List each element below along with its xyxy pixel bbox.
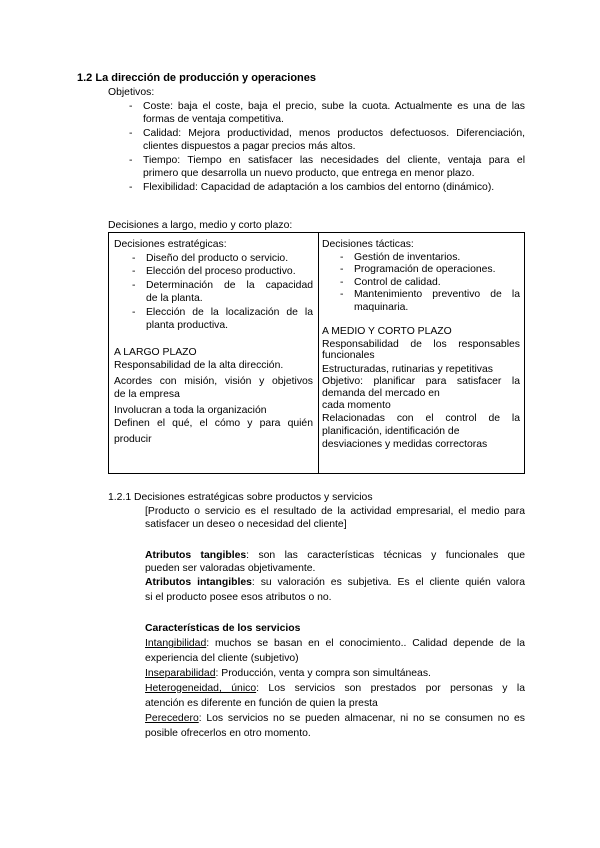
tactical-line: funcionales	[322, 350, 375, 361]
tactical-cell	[322, 238, 520, 451]
strategic-line: Involucran a toda la organización	[114, 404, 267, 416]
perishability-term: Perecedero	[145, 713, 199, 724]
objective-tiempo-line1: - Tiempo: Tiempo en satisfacer las necesidades del cliente, ventaja para el	[125, 154, 525, 167]
section-heading: 1.2 La dirección de producción y operaciones	[77, 72, 317, 84]
strategic-cell	[114, 238, 313, 446]
strategic-line: producir	[114, 433, 152, 445]
tactical-line: cada momento	[322, 399, 391, 411]
strategic-line: Definen el qué, el cómo y para quién	[114, 418, 313, 429]
intangibility-text: : muchos se basan en el conocimiento.. Calidad depende de la	[206, 638, 525, 649]
intangibility-term: Intangibilidad	[145, 638, 207, 649]
tactical-line: demanda del mercado en	[322, 387, 440, 399]
intangible-text: : su valoración es subjetiva. Es el cliente quién valora	[251, 577, 525, 588]
tactical-line: Objetivo: planificar para satisfacer la	[322, 375, 520, 387]
services-title: Características de los servicios	[145, 623, 301, 634]
strategic-bullet: - Elección del proceso productivo.	[128, 265, 313, 279]
definition-quote-line2: satisfacer un deseo o necesidad del cliente]	[145, 519, 347, 530]
strategic-bullets	[114, 252, 313, 333]
strategic-bullet: - Diseño del producto o servicio.	[128, 252, 313, 266]
heterogeneity-text-cont: atención es diferente en función de quien la presta	[145, 698, 378, 709]
intangible-text-cont: si el producto posee esos atributos o no.	[145, 592, 332, 603]
heterogeneity-term: Heterogeneidad, único	[145, 683, 257, 694]
definition-quote-line1: [Producto o servicio es el resultado de la actividad empresarial, el medio para	[145, 506, 525, 517]
intangibility-text-cont: experiencia del cliente (subjetivo)	[145, 653, 299, 664]
strategic-bullet: - Elección de la localización de la	[128, 306, 313, 320]
strategic-title: Decisiones estratégicas:	[114, 239, 227, 250]
strategic-bullet-cont: planta productiva.	[146, 320, 229, 331]
tactical-line: desviaciones y medidas correctoras	[322, 438, 488, 450]
tangible-term: Atributos tangibles	[145, 550, 247, 561]
service-heterogeneity	[145, 682, 525, 695]
objectives-label: Objetivos:	[108, 87, 155, 98]
service-inseparability	[145, 667, 525, 680]
tactical-line: planificación, identificación de	[322, 425, 460, 437]
perishability-text: : Los servicios no se pueden almacenar, ni no se consumen no es	[198, 713, 525, 724]
objective-flexibilidad: - Flexibilidad: Capacidad de adaptación a los cambios del entorno (dinámico).	[125, 181, 525, 194]
strategic-line: de la empresa	[114, 389, 180, 400]
strategic-horizon: A LARGO PLAZO	[114, 346, 197, 358]
tactical-line: Relacionadas con el control de la	[322, 412, 520, 424]
decisions-table	[108, 232, 525, 474]
tactical-bullet: - Control de calidad.	[336, 277, 520, 290]
service-perishability	[145, 712, 525, 725]
tangible-attributes	[145, 549, 525, 562]
objective-coste-line1: - Coste: baja el coste, baja el precio, sube la cuota. Actualmente es una de las	[125, 100, 525, 113]
inseparability-text: : Producción, venta y compra son simultáneas.	[215, 668, 431, 679]
tactical-title: Decisiones tácticas:	[322, 239, 414, 250]
tactical-bullet-cont: maquinaria.	[354, 301, 409, 313]
objective-tiempo-line2: primero que desarrolla un nuevo producto, que entrega en menor plazo.	[143, 168, 475, 179]
perishability-text-cont: posible ofrecerlos en otro momento.	[145, 728, 311, 739]
service-intangibility	[145, 637, 525, 650]
objective-coste-line2: formas de ventaja competitiva.	[143, 114, 284, 125]
objective-calidad-line2: clientes dispuestos a pagar precios más altos.	[143, 141, 356, 152]
intangible-term: Atributos intangibles	[145, 577, 252, 588]
tactical-bullet: - Gestión de inventarios.	[336, 252, 520, 265]
tactical-horizon: A MEDIO Y CORTO PLAZO	[322, 326, 452, 337]
tactical-line: Responsabilidad de los responsables	[322, 338, 520, 350]
subsection-body	[145, 505, 525, 740]
inseparability-term: Inseparabilidad	[145, 668, 216, 679]
table-divider	[318, 233, 319, 473]
strategic-line: Responsabilidad de la alta dirección.	[114, 360, 284, 371]
strategic-line: Acordes con misión, visión y objetivos	[114, 375, 313, 387]
tactical-bullet: - Mantenimiento preventivo de la	[336, 289, 520, 302]
tactical-bullets	[322, 252, 520, 315]
strategic-bullet-cont: de la planta.	[146, 293, 203, 304]
strategic-bullet: - Determinación de la capacidad	[128, 279, 313, 293]
subsection-title: 1.2.1 Decisiones estratégicas sobre productos y servicios	[108, 492, 373, 503]
tangible-text-cont: pueden ser valoradas objetivamente.	[145, 563, 316, 574]
tactical-line: Estructuradas, rutinarias y repetitivas	[322, 363, 493, 375]
objective-calidad-line1: - Calidad: Mejora productividad, menos productos defectuosos. Diferenciación,	[125, 127, 525, 140]
tactical-bullet: - Programación de operaciones.	[336, 264, 520, 277]
decisions-label: Decisiones a largo, medio y corto plazo:	[108, 220, 293, 231]
tangible-text: : son las características técnicas y funcionales que	[246, 550, 525, 561]
objectives-list	[125, 100, 525, 194]
intangible-attributes	[145, 576, 525, 589]
heterogeneity-text: : Los servicios son prestados por personas y la	[256, 683, 525, 694]
